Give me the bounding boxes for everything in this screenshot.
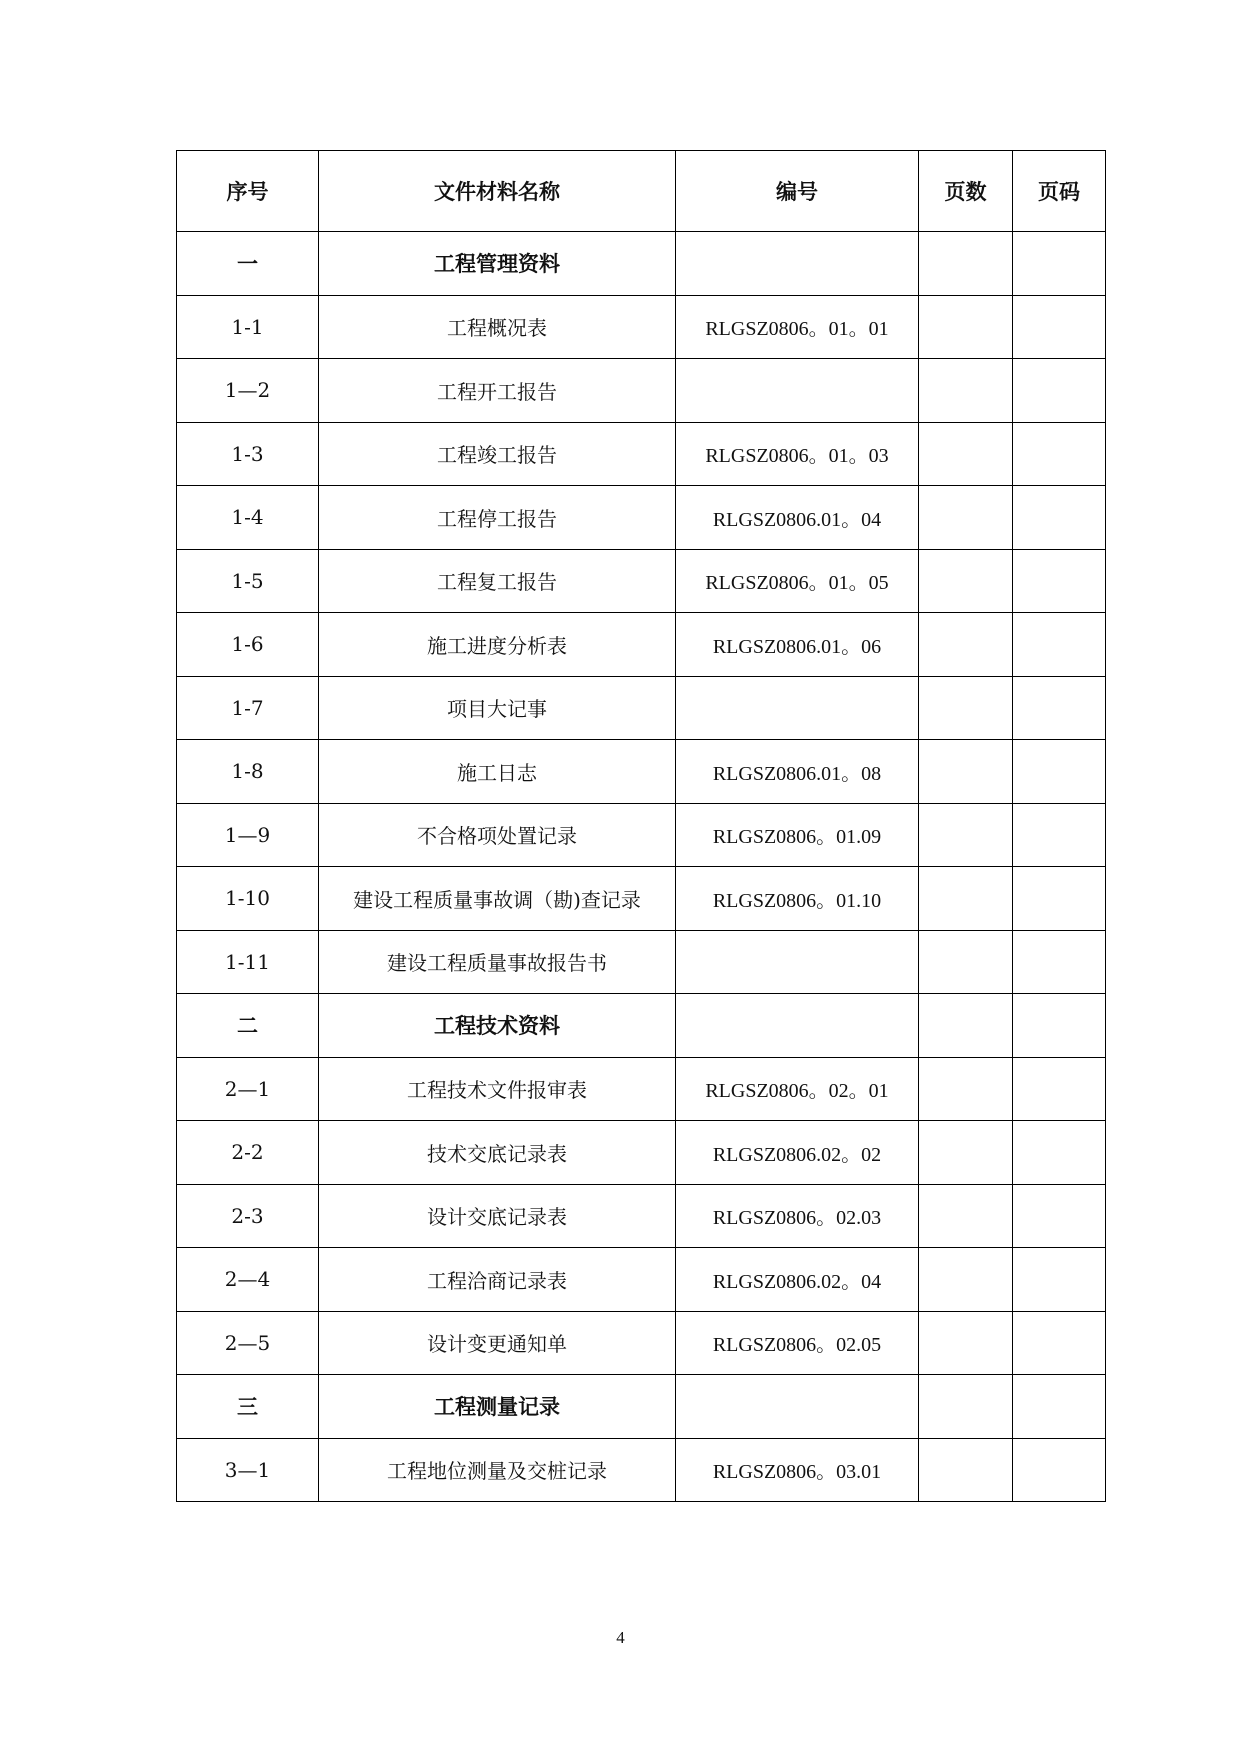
name-cell: 施工日志	[319, 740, 676, 804]
seq-cell: 1-8	[177, 740, 319, 804]
table-row	[177, 359, 1106, 423]
code-cell: RLGSZ0806。02.03	[676, 1184, 919, 1248]
code-cell	[676, 930, 919, 994]
page-no-cell	[1013, 486, 1106, 550]
table-row	[177, 867, 1106, 931]
pages-cell	[919, 803, 1013, 867]
name-cell: 建设工程质量事故调（勘)查记录	[319, 867, 676, 931]
section-title-cell: 工程管理资料	[319, 232, 676, 296]
pages-cell	[919, 613, 1013, 677]
name-cell: 项目大记事	[319, 676, 676, 740]
name-cell: 施工进度分析表	[319, 613, 676, 677]
page-number: 4	[616, 1628, 625, 1647]
seq-cell: 2—5	[177, 1311, 319, 1375]
table-row	[177, 549, 1106, 613]
code-cell	[676, 359, 919, 423]
code-cell	[676, 676, 919, 740]
page-no-cell	[1013, 359, 1106, 423]
page-no-cell	[1013, 422, 1106, 486]
seq-cell: 1—2	[177, 359, 319, 423]
seq-cell: 3—1	[177, 1438, 319, 1502]
table-row	[177, 1248, 1106, 1312]
name-cell: 建设工程质量事故报告书	[319, 930, 676, 994]
name-cell: 工程竣工报告	[319, 422, 676, 486]
table-row	[177, 1311, 1106, 1375]
table-row	[177, 1438, 1106, 1502]
code-cell: RLGSZ0806.01。06	[676, 613, 919, 677]
seq-cell: 一	[177, 232, 319, 296]
pages-cell	[919, 1375, 1013, 1439]
page-no-cell	[1013, 1184, 1106, 1248]
pages-cell	[919, 232, 1013, 296]
page-no-cell	[1013, 549, 1106, 613]
pages-cell	[919, 1311, 1013, 1375]
seq-cell: 二	[177, 994, 319, 1058]
header-code: 编号	[676, 151, 919, 232]
pages-cell	[919, 1248, 1013, 1312]
pages-cell	[919, 422, 1013, 486]
table-row	[177, 422, 1106, 486]
section-row	[177, 232, 1106, 296]
code-cell: RLGSZ0806.02。04	[676, 1248, 919, 1312]
name-cell: 工程概况表	[319, 295, 676, 359]
code-cell	[676, 232, 919, 296]
page-no-cell	[1013, 295, 1106, 359]
page-no-cell	[1013, 1121, 1106, 1185]
pages-cell	[919, 359, 1013, 423]
page-no-cell	[1013, 803, 1106, 867]
seq-cell: 1-5	[177, 549, 319, 613]
seq-cell: 1—9	[177, 803, 319, 867]
code-cell: RLGSZ0806。01.09	[676, 803, 919, 867]
seq-cell: 1-7	[177, 676, 319, 740]
pages-cell	[919, 994, 1013, 1058]
table-row	[177, 613, 1106, 677]
code-cell: RLGSZ0806.01。04	[676, 486, 919, 550]
page-no-cell	[1013, 1057, 1106, 1121]
page-no-cell	[1013, 676, 1106, 740]
pages-cell	[919, 740, 1013, 804]
page-no-cell	[1013, 1248, 1106, 1312]
name-cell: 设计变更通知单	[319, 1311, 676, 1375]
section-title-cell: 工程测量记录	[319, 1375, 676, 1439]
page-no-cell	[1013, 930, 1106, 994]
page-no-cell	[1013, 740, 1106, 804]
pages-cell	[919, 1121, 1013, 1185]
pages-cell	[919, 930, 1013, 994]
pages-cell	[919, 1057, 1013, 1121]
seq-cell: 2—1	[177, 1057, 319, 1121]
seq-cell: 2—4	[177, 1248, 319, 1312]
seq-cell: 1-4	[177, 486, 319, 550]
code-cell: RLGSZ0806。01。03	[676, 422, 919, 486]
pages-cell	[919, 549, 1013, 613]
page-no-cell	[1013, 994, 1106, 1058]
table-row	[177, 486, 1106, 550]
seq-cell: 1-1	[177, 295, 319, 359]
seq-cell: 1-6	[177, 613, 319, 677]
code-cell: RLGSZ0806。01。01	[676, 295, 919, 359]
code-cell: RLGSZ0806.01。08	[676, 740, 919, 804]
code-cell	[676, 994, 919, 1058]
code-cell: RLGSZ0806。03.01	[676, 1438, 919, 1502]
page-no-cell	[1013, 1375, 1106, 1439]
pages-cell	[919, 295, 1013, 359]
seq-cell: 2-2	[177, 1121, 319, 1185]
table-row	[177, 1057, 1106, 1121]
page-no-cell	[1013, 613, 1106, 677]
code-cell: RLGSZ0806。02。01	[676, 1057, 919, 1121]
seq-cell: 三	[177, 1375, 319, 1439]
table-row	[177, 803, 1106, 867]
table-body	[177, 232, 1106, 1502]
pages-cell	[919, 867, 1013, 931]
table-row	[177, 676, 1106, 740]
file-index-table	[176, 150, 1106, 1502]
pages-cell	[919, 1438, 1013, 1502]
header-name: 文件材料名称	[319, 151, 676, 232]
seq-cell: 2-3	[177, 1184, 319, 1248]
code-cell: RLGSZ0806。02.05	[676, 1311, 919, 1375]
header-pages: 页数	[919, 151, 1013, 232]
table-row	[177, 295, 1106, 359]
name-cell: 工程洽商记录表	[319, 1248, 676, 1312]
code-cell	[676, 1375, 919, 1439]
name-cell: 工程技术文件报审表	[319, 1057, 676, 1121]
table-row	[177, 1184, 1106, 1248]
seq-cell: 1-3	[177, 422, 319, 486]
name-cell: 不合格项处置记录	[319, 803, 676, 867]
seq-cell: 1-10	[177, 867, 319, 931]
pages-cell	[919, 1184, 1013, 1248]
name-cell: 工程开工报告	[319, 359, 676, 423]
code-cell: RLGSZ0806。01.10	[676, 867, 919, 931]
table-row	[177, 740, 1106, 804]
name-cell: 工程地位测量及交桩记录	[319, 1438, 676, 1502]
code-cell: RLGSZ0806。01。05	[676, 549, 919, 613]
page-no-cell	[1013, 1311, 1106, 1375]
header-seq: 序号	[177, 151, 319, 232]
section-title-cell: 工程技术资料	[319, 994, 676, 1058]
page-no-cell	[1013, 232, 1106, 296]
pages-cell	[919, 676, 1013, 740]
code-cell: RLGSZ0806.02。02	[676, 1121, 919, 1185]
table-row	[177, 1121, 1106, 1185]
section-row	[177, 1375, 1106, 1439]
table-header-row	[177, 151, 1106, 232]
name-cell: 设计交底记录表	[319, 1184, 676, 1248]
pages-cell	[919, 486, 1013, 550]
table-row	[177, 930, 1106, 994]
name-cell: 工程停工报告	[319, 486, 676, 550]
name-cell: 工程复工报告	[319, 549, 676, 613]
name-cell: 技术交底记录表	[319, 1121, 676, 1185]
header-page-no: 页码	[1013, 151, 1106, 232]
seq-cell: 1-11	[177, 930, 319, 994]
page-no-cell	[1013, 867, 1106, 931]
section-row	[177, 994, 1106, 1058]
page-no-cell	[1013, 1438, 1106, 1502]
